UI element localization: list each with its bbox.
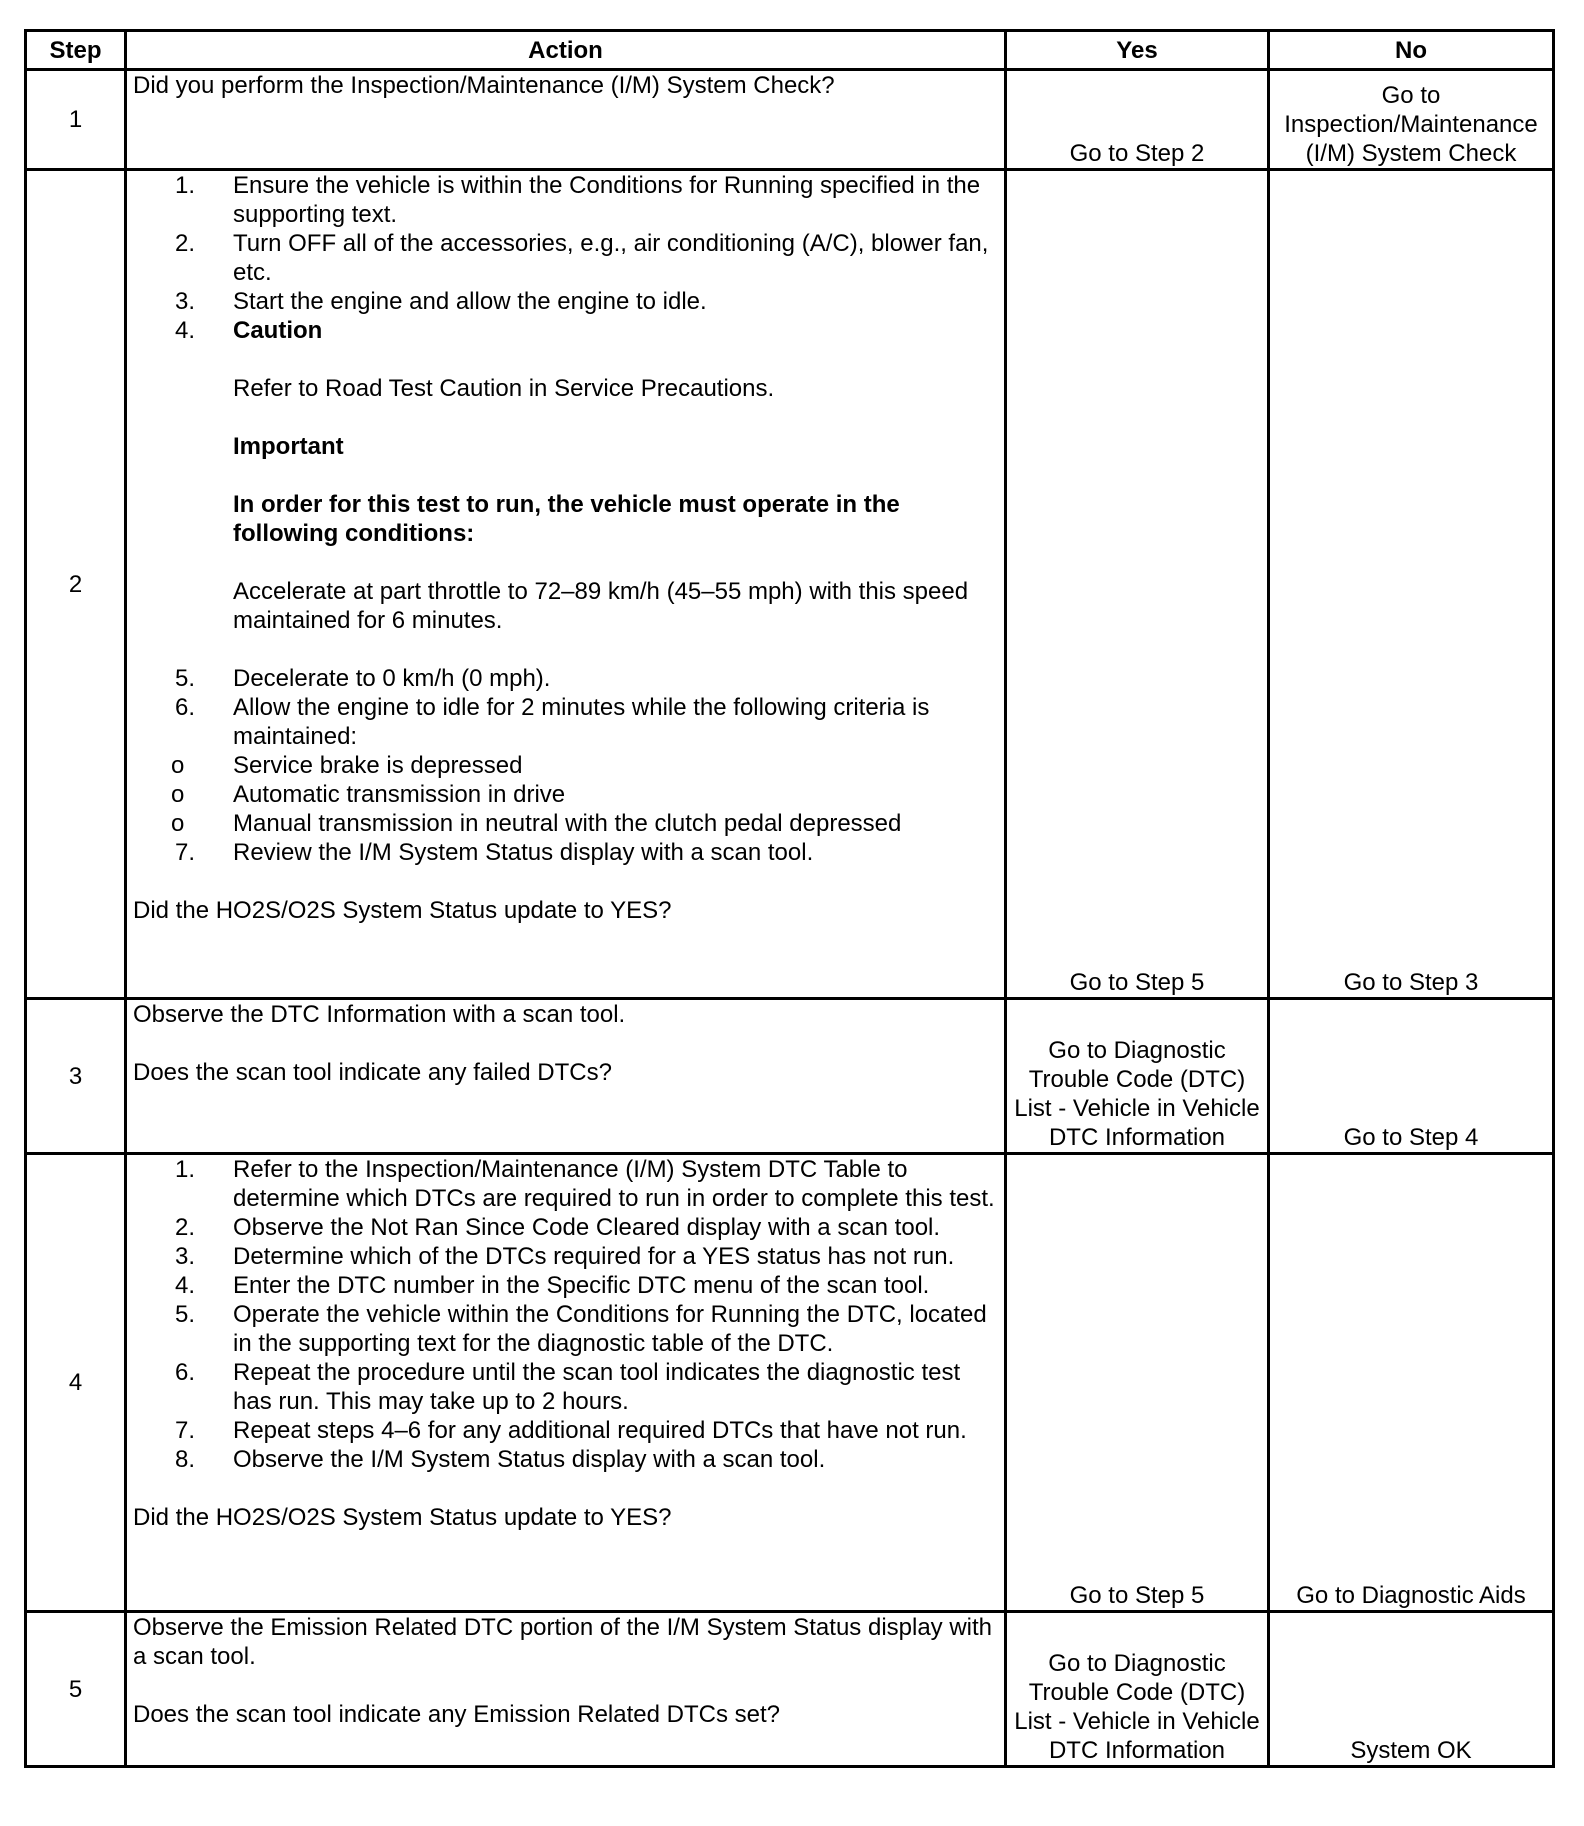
item-text: Allow the engine to idle for 2 minutes while the following criteria is maintained: xyxy=(233,694,930,750)
caution-label: Caution xyxy=(233,317,323,344)
criteria-text: Automatic transmission in drive xyxy=(233,781,566,808)
item-text: Observe the Not Ran Since Code Cleared display with a scan tool. xyxy=(233,1214,941,1241)
action-cell xyxy=(126,170,1006,999)
yes-outcome: Go to Step 5 xyxy=(1006,170,1269,999)
question-text: Did the HO2S/O2S System Status update to YES? xyxy=(133,1504,672,1531)
action-cell xyxy=(126,999,1006,1154)
item-number: 7. xyxy=(175,839,196,866)
step-number: 3 xyxy=(26,999,126,1154)
no-outcome: Go to Diagnostic Aids xyxy=(1269,1154,1554,1612)
yes-outcome: Go to Step 5 xyxy=(1006,1154,1269,1612)
table-row xyxy=(26,1612,1554,1767)
important-text: In order for this test to run, the vehicle must operate in the following conditions: xyxy=(233,491,900,547)
no-outcome: System OK xyxy=(1269,1612,1554,1767)
list-item xyxy=(133,1416,998,1445)
item-number: 4. xyxy=(175,1272,196,1299)
item-text: Turn OFF all of the accessories, e.g., air conditioning (A/C), blower fan, etc. xyxy=(233,230,989,286)
criteria-list xyxy=(133,751,998,838)
table-row xyxy=(26,1154,1554,1612)
list-item xyxy=(133,693,998,838)
no-outcome: Go to Step 3 xyxy=(1269,170,1554,999)
item-number: 6. xyxy=(175,1359,196,1386)
header-row xyxy=(26,31,1554,70)
yes-outcome: Go to Step 2 xyxy=(1006,70,1269,170)
list-item xyxy=(133,1155,998,1213)
action-cell xyxy=(126,70,1006,170)
yes-outcome: Go to Diagnostic Trouble Code (DTC) List - Vehicle in Vehicle DTC Information xyxy=(1006,999,1269,1154)
question-text: Did the HO2S/O2S System Status update to YES? xyxy=(133,897,672,924)
list-item xyxy=(133,287,998,316)
item-number: 8. xyxy=(175,1446,196,1473)
step-number: 5 xyxy=(26,1612,126,1767)
list-item xyxy=(133,1213,998,1242)
table-row xyxy=(26,70,1554,170)
table-row xyxy=(26,999,1554,1154)
item-text: Determine which of the DTCs required for a YES status has not run. xyxy=(233,1243,955,1270)
item-number: 6. xyxy=(175,694,196,721)
step-number: 4 xyxy=(26,1154,126,1612)
bullet-o: o xyxy=(171,752,185,779)
item-number: 2. xyxy=(175,1214,196,1241)
no-outcome: Go to Inspection/Maintenance (I/M) System Check xyxy=(1269,70,1554,170)
no-outcome: Go to Step 4 xyxy=(1269,999,1554,1154)
instruction-text: Observe the DTC Information with a scan tool. xyxy=(133,1001,626,1028)
item-text: Refer to the Inspection/Maintenance (I/M) System DTC Table to determine which DTCs are required to run in order to complete this test. xyxy=(233,1156,995,1212)
item-text: Operate the vehicle within the Conditions for Running the DTC, located in the supporting text for the diagnostic table of the DTC. xyxy=(233,1301,987,1357)
list-item xyxy=(133,1300,998,1358)
action-cell xyxy=(126,1612,1006,1767)
item-number: 3. xyxy=(175,1243,196,1270)
yes-outcome: Go to Diagnostic Trouble Code (DTC) List - Vehicle in Vehicle DTC Information xyxy=(1006,1612,1269,1767)
item-text: Repeat the procedure until the scan tool indicates the diagnostic test has run. This may take up to 2 hours. xyxy=(233,1359,961,1415)
header-action: Action xyxy=(126,31,1006,70)
item-number: 1. xyxy=(175,1156,196,1183)
diagnostic-table xyxy=(24,29,1555,1768)
procedure-list xyxy=(133,171,998,867)
criteria-text: Service brake is depressed xyxy=(233,752,523,779)
step-number: 1 xyxy=(26,70,126,170)
list-item xyxy=(133,664,998,693)
bullet-o: o xyxy=(171,781,185,808)
procedure-list xyxy=(133,1155,998,1474)
item-text: Start the engine and allow the engine to idle. xyxy=(233,288,707,315)
header-no: No xyxy=(1269,31,1554,70)
important-label: Important xyxy=(233,433,344,460)
header-yes: Yes xyxy=(1006,31,1269,70)
question-text: Does the scan tool indicate any failed DTCs? xyxy=(133,1059,612,1086)
header-step: Step xyxy=(26,31,126,70)
item-text: Decelerate to 0 km/h (0 mph). xyxy=(233,665,551,692)
question-text: Did you perform the Inspection/Maintenance (I/M) System Check? xyxy=(133,72,835,99)
list-item xyxy=(133,838,998,867)
list-item xyxy=(133,1271,998,1300)
criteria-item xyxy=(133,751,998,780)
step-number: 2 xyxy=(26,170,126,999)
table-row xyxy=(26,170,1554,999)
list-item xyxy=(133,1358,998,1416)
item-number: 4. xyxy=(175,317,196,344)
criteria-text: Manual transmission in neutral with the clutch pedal depressed xyxy=(233,810,902,837)
item-number: 1. xyxy=(175,172,196,199)
list-item xyxy=(133,316,998,664)
question-text: Does the scan tool indicate any Emission Related DTCs set? xyxy=(133,1701,780,1728)
item-number: 2. xyxy=(175,230,196,257)
condition-text: Accelerate at part throttle to 72–89 km/h (45–55 mph) with this speed maintained for 6 minutes. xyxy=(233,578,969,634)
list-item xyxy=(133,1242,998,1271)
item-number: 3. xyxy=(175,288,196,315)
action-cell xyxy=(126,1154,1006,1612)
item-number: 5. xyxy=(175,1301,196,1328)
item-text: Observe the I/M System Status display with a scan tool. xyxy=(233,1446,826,1473)
item-number: 5. xyxy=(175,665,196,692)
list-item xyxy=(133,171,998,229)
bullet-o: o xyxy=(171,810,185,837)
list-item xyxy=(133,1445,998,1474)
item-number: 7. xyxy=(175,1417,196,1444)
criteria-item xyxy=(133,780,998,809)
instruction-text: Observe the Emission Related DTC portion of the I/M System Status display with a scan tool. xyxy=(133,1614,993,1670)
item-text: Ensure the vehicle is within the Conditions for Running specified in the supporting text. xyxy=(233,172,981,228)
list-item xyxy=(133,229,998,287)
criteria-item xyxy=(133,809,998,838)
item-text: Review the I/M System Status display with a scan tool. xyxy=(233,839,814,866)
caution-text: Refer to Road Test Caution in Service Precautions. xyxy=(233,375,775,402)
item-text: Repeat steps 4–6 for any additional required DTCs that have not run. xyxy=(233,1417,967,1444)
item-text: Enter the DTC number in the Specific DTC menu of the scan tool. xyxy=(233,1272,930,1299)
